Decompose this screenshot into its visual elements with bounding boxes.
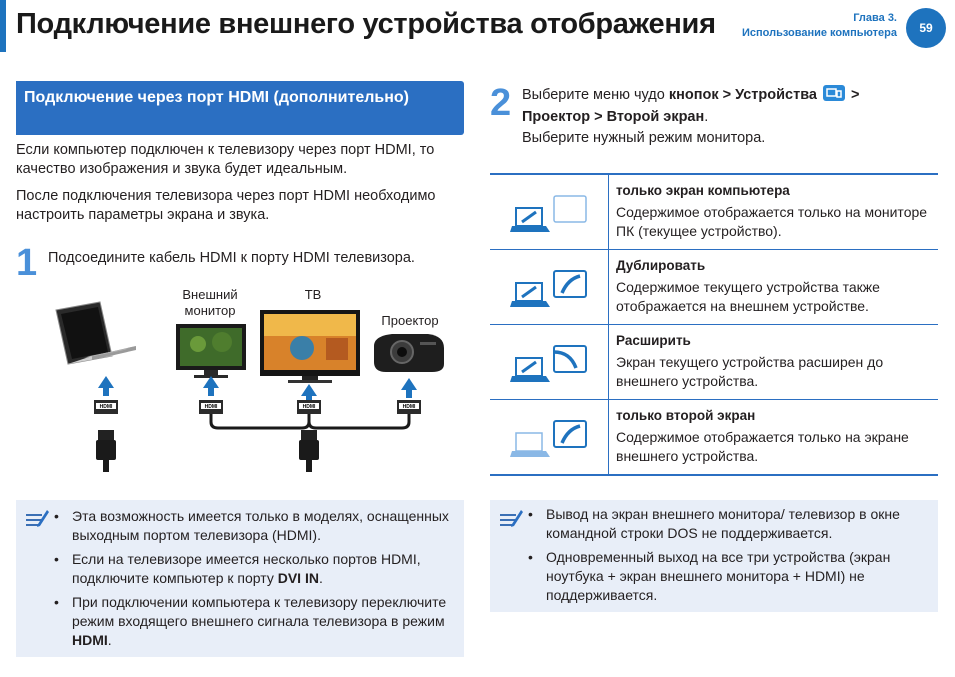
table-row [490,174,938,250]
note-item: • При подключении компьютера к телевизору переключите режим входящего внешнего сигнала телевизора в режим HDMI. [54,594,447,648]
table-row [490,400,938,476]
duplicate-icon [510,267,590,309]
mode-icon-cell [490,400,609,476]
step-2-text: Выберите меню чудо кнопок > Устройства > Проектор > Второй экран. Выберите нужный режим монитора. [522,87,860,146]
note-item: • Эта возможность имеется только в моделях, оснащенных выходным портом телевизора (HDMI). [54,508,449,543]
note-item: • Вывод на экран внешнего монитора/ телевизор в окне командной строки DOS не поддерживается. [528,506,900,541]
label-projector: Проектор [381,313,439,328]
note-list-right [528,505,928,610]
page-title: Подключение внешнего устройства отображения [16,8,716,40]
svg-text:HDMI: HDMI [302,404,316,410]
hdmi-connection-diagram [40,290,460,480]
note-box-right [490,500,938,612]
table-row [490,250,938,325]
mode-description: Содержимое отображается только на экране внешнего устройства. [616,429,909,464]
mode-description: Содержимое отображается только на мониторе ПК (текущее устройство). [616,204,928,239]
mode-title: Дублировать [616,258,706,273]
step-2-number: 2 [490,82,512,124]
hdmi-plug-icons [96,430,319,472]
mode-description: Экран текущего устройства расширен до внешнего устройства. [616,354,884,389]
svg-text:HDMI: HDMI [204,404,218,410]
section-title: Подключение через порт HDMI (дополнительно) [24,89,409,106]
devices-charm-icon [823,85,845,101]
mode-icon-cell [490,325,609,400]
hdmi-cables [211,414,409,428]
chapter-number: Глава 3. [853,12,897,24]
header-accent-bar [0,0,6,52]
mode-description: Содержимое текущего устройства также отображается на внешнем устройстве. [616,279,880,314]
chapter-title: Использование компьютера [741,27,897,39]
svg-text:HDMI: HDMI [99,404,113,410]
note-pencil-icon [24,508,50,530]
hdmi-connector-icons [94,400,421,414]
note-box-left [16,500,464,657]
table-row [490,325,938,400]
label-external-monitor: Внешний монитор [182,287,238,318]
tv-icon [260,310,360,383]
paragraph-hdmi-quality: Если компьютер подключен к телевизору через порт HDMI, то качество изображения и звука будет идеальным. [16,142,435,177]
page-number-badge: 59 [906,8,946,48]
mode-title: только экран компьютера [616,183,790,198]
paragraph-hdmi-setup: После подключения телевизора через порт HDMI необходимо настроить параметры экрана и звука. [16,188,436,223]
display-modes-table [490,173,938,476]
note-item: • Если на телевизоре имеется несколько портов HDMI, подключите компьютер к порту DVI IN. [54,551,421,586]
step-1-text: Подсоедините кабель HDMI к порту HDMI телевизора. [48,250,415,266]
label-tv: ТВ [304,287,322,302]
external-monitor-icon [176,324,246,378]
mode-icon-cell [490,250,609,325]
mode-title: только второй экран [616,408,756,423]
arrow-icons [98,376,417,402]
note-list-left [54,507,454,655]
projector-icon [374,334,444,372]
mode-icon-cell [490,174,609,250]
chapter-label [742,11,897,41]
pc-screen-only-icon [510,192,590,234]
laptop-icon [56,302,136,364]
note-pencil-icon [498,508,524,530]
second-screen-only-icon [510,417,590,459]
extend-icon [510,342,590,384]
step-1-number: 1 [16,242,38,284]
note-item: • Одновременный выход на все три устройства (экран ноутбука + экран внешнего монитора + HDMI) не поддерживается. [528,549,891,603]
mode-title: Расширить [616,333,691,348]
svg-text:HDMI: HDMI [402,404,416,410]
